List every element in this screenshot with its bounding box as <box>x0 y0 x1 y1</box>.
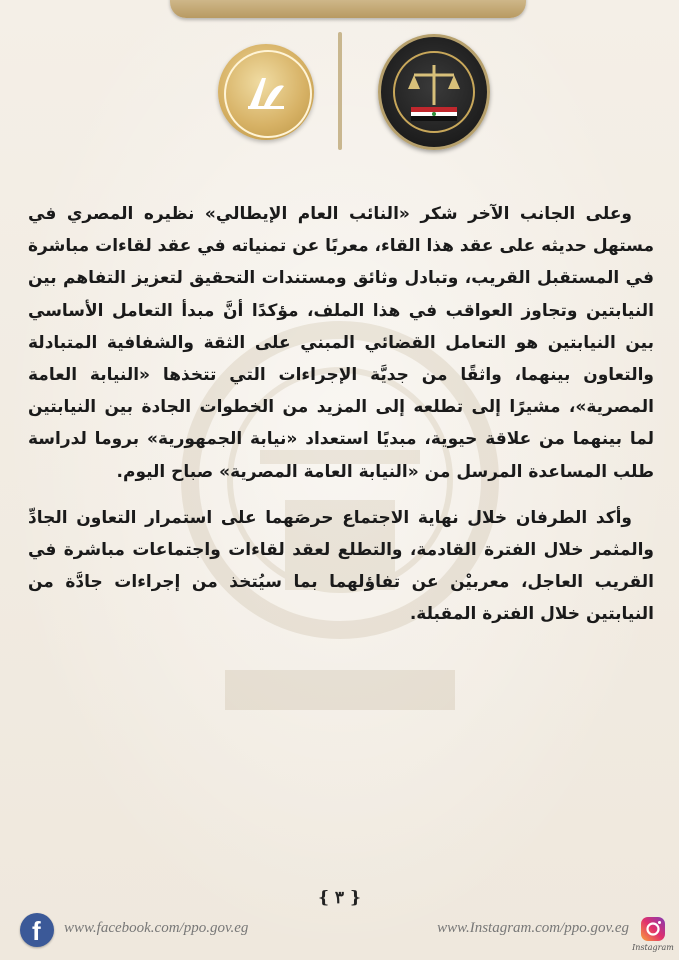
paragraph-2: وأكد الطرفان خلال نهاية الاجتماع حرصَهما على استمرار التعاون الجادِّ والمثمر خلال الفترة القادمة، والتطلع لعقد لقاءات واجتماعات مباشرة في القريب العاجل، معربيْن عن تفاؤلهما بما سيُتخذ من إجراءات جادَّة من النيابتين خلال الفترة المقبلة. <box>28 507 654 625</box>
instagram-icon[interactable] <box>639 915 667 943</box>
header-tab-decoration <box>170 0 526 18</box>
paragraph-1: وعلى الجانب الآخر شكر «النائب العام الإيطالي» نظيره المصري في مستهل حديثه على عقد هذا القاء، معربًا عن تمنياته في عقد لقاءات مباشرة في المستقبل القريب، وتبادل وثائق ومستندات التحقيق لتعزيز التفاهم بين النيابتين وتجاوز العواقب في هذا الملف، مؤكدًا أنَّ مبدأ التعامل الأساسي بين النيابتين هو التعامل القضائي المبني على الثقة والشفافية المتبادلة والتعاون بينهما، واثقًا من جديَّة الإجراءات التي تتخذها «النيابة العامة المصرية»، مشيرًا إلى تطلعه إلى المزيد من الخطوات الجادة بين النيابتين لما بينهما من علاقة حيوية، مبديًا استعداد «نيابة الجمهورية» بروما لدراسة طلب المساعدة المرسل من «النيابة العامة المصرية» صباح اليوم. <box>28 204 654 482</box>
article-body <box>28 198 654 631</box>
facebook-icon[interactable]: f <box>20 913 54 947</box>
page-number: { ٣ } <box>318 888 361 908</box>
header-divider <box>338 32 342 150</box>
media-office-logo <box>218 44 314 140</box>
pen-icon <box>244 72 288 112</box>
instagram-label: Instagram <box>632 943 674 952</box>
footer <box>0 909 679 960</box>
facebook-link[interactable]: www.facebook.com/ppo.gov.eg <box>64 920 249 936</box>
public-prosecution-emblem <box>378 34 490 150</box>
instagram-link[interactable]: www.Instagram.com/ppo.gov.eg <box>437 920 629 936</box>
